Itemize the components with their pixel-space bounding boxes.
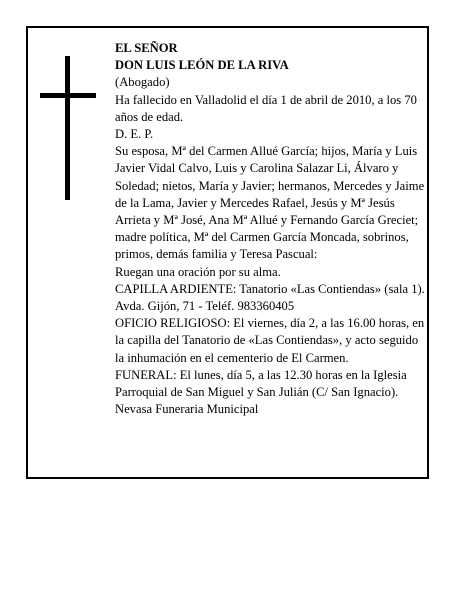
death-announcement: Ha fallecido en Valladolid el día 1 de abril de 2010, a los 70 años de edad. [115, 92, 417, 124]
religious-service-info: OFICIO RELIGIOSO: El viernes, día 2, a las 16.00 horas, en la capilla del Tanatorio de «Las Contiendas», y acto seguido la inhumación en el cementerio de El Carmen. [115, 316, 425, 365]
cross-icon [40, 56, 96, 200]
funeral-home: Nevasa Funeraria Municipal [115, 402, 259, 417]
deceased-name: DON LUIS LEÓN DE LA RIVA [115, 58, 289, 73]
cross-vertical-bar [65, 56, 70, 200]
funeral-info: FUNERAL: El lunes, día 5, a las 12.30 horas en la Iglesia Parroquial de San Miguel y San Julián (C/ San Ignacio). [115, 367, 407, 400]
deceased-title: EL SEÑOR [115, 41, 178, 55]
cross-horizontal-bar [40, 93, 96, 98]
chapel-info: CAPILLA ARDIENTE: Tanatorio «Las Contiendas» (sala 1). Avda. Gijón, 71 - Teléf. 983360405 [115, 281, 425, 314]
deceased-profession: (Abogado) [115, 75, 170, 90]
obituary-notice [26, 26, 429, 479]
prayer-request: Ruegan una oración por su alma. [115, 264, 281, 279]
family-list: Su esposa, Mª del Carmen Allué García; hijos, María y Luis Javier Vidal Calvo, Luis y Carolina Salazar Li, Álvaro y Soledad; nietos, María y Javier; hermanos, Mercedes y Jaime de la Lama, Javier y Mercedes Rafael, Jesús y Mª Jesús Arrieta y Mª José, Ana Mª Allué y Fernando García Greciet; madre política, Mª del Carmen García Moncada, sobrinos, primos, demás familia y Teresa Pascual: [115, 144, 425, 262]
obituary-text [115, 40, 428, 418]
rip-text: D. E. P. [115, 127, 154, 142]
